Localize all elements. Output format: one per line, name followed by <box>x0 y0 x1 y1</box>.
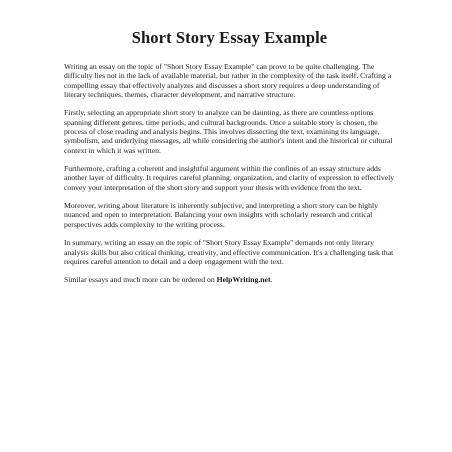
helpwriting-link[interactable]: HelpWriting.net <box>216 275 271 285</box>
paragraph-crafting-argument: Furthermore, crafting a coherent and insightful argument within the confines of an essay structure adds another layer of difficulty. It requires careful planning, organization, and clarity of expression to effectively convey your interpretation of the short story and support your thesis with evidence from the text. <box>64 164 395 192</box>
closing-suffix: . <box>270 275 273 285</box>
paragraph-subjectivity: Moreover, writing about literature is inherently subjective, and interpreting a short story can be highly nuanced and open to interpretation. Balancing your own insights with scholarly research and critical perspectives adds complexity to the writing process. <box>64 201 378 229</box>
closing-line <box>64 275 395 284</box>
paragraph-summary: In summary, writing an essay on the topic of "Short Story Essay Example" demands not only literary analysis skills but also critical thinking, creativity, and effective communication. It's a challenging task that requires careful attention to detail and a deep engagement with the text. <box>64 238 394 266</box>
paragraph-intro: Writing an essay on the topic of "Short Story Essay Example" can prove to be quite challenging. The difficulty lies not in the lack of available material, but rather in the complexity of the task itself. Crafting a compelling essay that effectively analyzes and discusses a short story requires a deep understanding of literary techniques, themes, character development, and narrative structure. <box>64 62 392 99</box>
paragraph-selecting-story: Firstly, selecting an appropriate short story to analyze can be daunting, as there are countless options spanning different genres, time periods, and cultural backgrounds. Once a suitable story is chosen, the process of close reading and analysis begins. This involves dissecting the text, examining its language, symbolism, and underlying messages, all while considering the author's intent and the historical or cultural context in which it was written. <box>64 108 393 155</box>
closing-prefix: Similar essays and much more can be ordered on <box>64 275 217 285</box>
document-title: Short Story Essay Example <box>131 28 328 47</box>
